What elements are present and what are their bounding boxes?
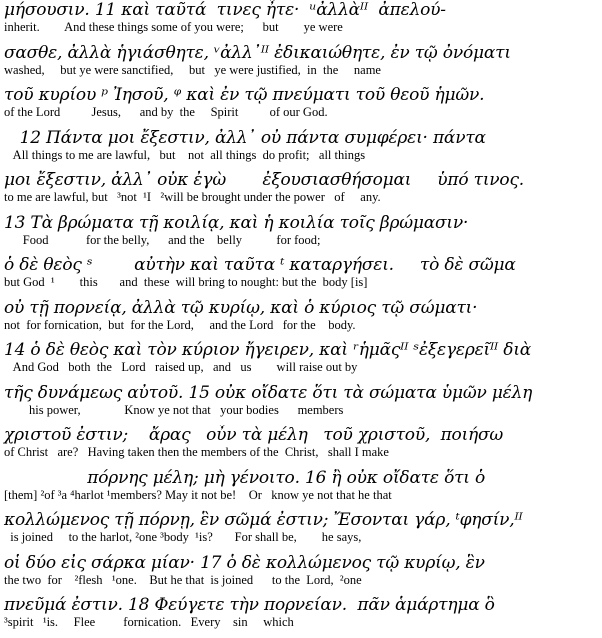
english-gloss-line-8: not for fornication, but for the Lord, and the Lord for the body. [4, 317, 356, 332]
english-gloss-line-10: his power, Know ye not that your bodies members [4, 402, 344, 417]
english-gloss-line-6: Food for the belly, and the belly for food; [4, 232, 321, 247]
english-gloss-line-5: to me are lawful, but ³not ¹I ²will be brought under the power of any. [4, 190, 381, 204]
greek-line-7: ὁ δὲ θεὸς ˢ αὐτὴν καὶ ταῦτα ᵗ καταργήσει. τὸ δὲ σῶμα [4, 255, 516, 275]
greek-line-10: τῆς δυνάμεως αὐτοῦ. 15 οὐκ οἴδατε ὅτι τὰ σώματα ὑμῶν μέλη [4, 382, 533, 403]
english-gloss-line-2: washed, but ye were sanctified, but ye were justified, in the name [4, 62, 381, 77]
english-gloss-line-13: is joined to the harlot, ²one ³body ¹is? For shall be, he says, [4, 530, 362, 544]
greek-line-13: κολλώμενος τῇ πόρνῃ, ἓν σῶμά ἐστιν; Ἔσονται γάρ, ᵗφησίν,ᴵᴵ [4, 510, 523, 530]
greek-line-12: πόρνης μέλη; μὴ γένοιτο. 16 ἢ οὐκ οἴδατε ὅτι ὁ [4, 467, 486, 488]
greek-line-8: οὐ τῇ πορνείᾳ, ἀλλὰ τῷ κυρίῳ, καὶ ὁ κύριος τῷ σώματι· [4, 297, 478, 318]
english-gloss-line-4: All things to me are lawful, but not all things do profit; all things [4, 147, 366, 162]
english-gloss-line-11: of Christ are? Having taken then the members of the Christ, shall I make [4, 445, 389, 459]
greek-line-4: 12 Πάντα μοι ἔξεστιν, ἀλλ᾽ οὐ πάντα συμφέρει· πάντα [4, 127, 486, 148]
greek-line-6: 13 Τὰ βρώματα τῇ κοιλίᾳ, καὶ ἡ κοιλία τοῖς βρώμασιν· [4, 212, 469, 233]
greek-line-2: σασθε, ἀλλὰ ἡγιάσθητε, ᵛἀλλ᾽ᴵᴵ ἐδικαιώθητε, ἐν τῷ ὀνόματι [4, 42, 511, 63]
greek-line-3: τοῦ κυρίου ᵖ Ἰησοῦ, ᵠ καὶ ἐν τῷ πνεύματι τοῦ θεοῦ ἡμῶν. [4, 85, 485, 105]
greek-line-9: 14 ὁ δὲ θεὸς καὶ τὸν κύριον ἤγειρεν, καὶ ʳἡμᾶςᴵᴵ ˢἐξεγερεῖᴵᴵ διὰ [4, 340, 532, 360]
english-gloss-line-9: And God both the Lord raised up, and us will raise out by [4, 360, 358, 374]
greek-line-5: μοι ἔξεστιν, ἀλλ᾽ οὐκ ἐγὼ ἐξουσιασθήσομαι ὑπό τινος. [4, 170, 524, 190]
greek-line-11: χριστοῦ ἐστιν; ἄρας οὖν τὰ μέλη τοῦ χριστοῦ, ποιήσω [4, 425, 504, 445]
greek-line-1: μήσουσιν. 11 καὶ ταῦτά τινες ἦτε· ᵘἀλλὰᴵᴵ ἀπελού- [4, 0, 446, 20]
greek-line-15: πνεῦμά ἐστιν. 18 Φεύγετε τὴν πορνείαν. πᾶν ἁμάρτημα ὃ [4, 595, 495, 615]
english-gloss-line-12: [them] ²of ³a ⁴harlot ¹members? May it not be! Or know ye not that he that [4, 487, 392, 502]
english-gloss-line-14: the two for ²flesh ¹one. But he that is joined to the Lord, ²one [4, 572, 362, 587]
english-gloss-line-1: inherit. And these things some of you were; but ye were [4, 20, 343, 34]
english-gloss-line-3: of the Lord Jesus, and by the Spirit of our God. [4, 105, 328, 119]
english-gloss-line-15: ³spirit ¹is. Flee fornication. Every sin which [4, 615, 294, 629]
greek-line-14: οἱ δύο εἰς σάρκα μίαν· 17 ὁ δὲ κολλώμενος τῷ κυρίῳ, ἓν [4, 552, 485, 573]
english-gloss-line-7: but God ¹ this and these will bring to nought: but the body [is] [4, 275, 368, 289]
